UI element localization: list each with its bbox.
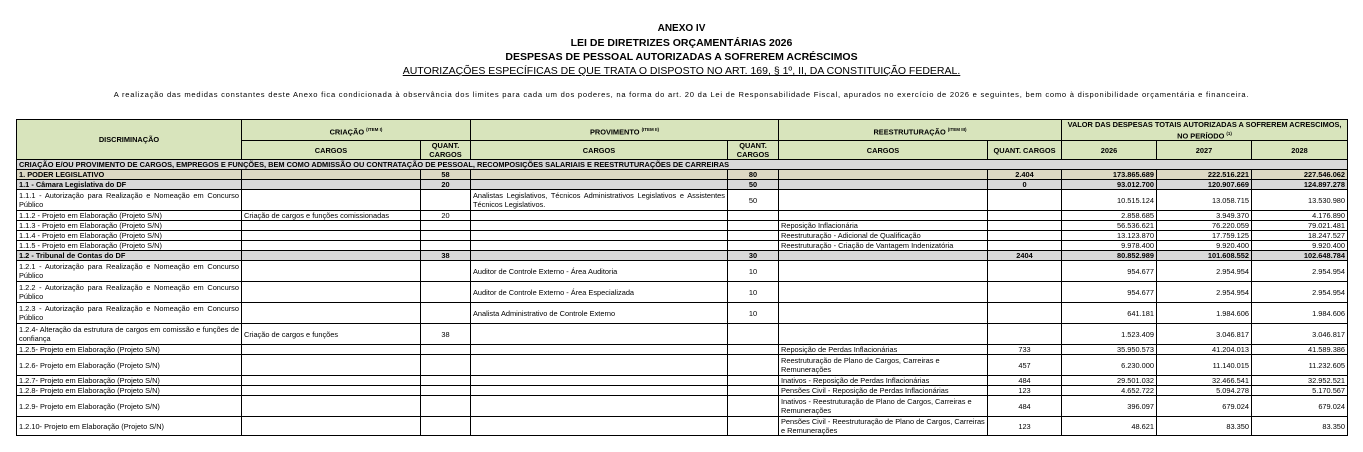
- cell-cq: [421, 345, 471, 355]
- cell-disc: 1.2.5- Projeto em Elaboração (Projeto S/N): [17, 345, 242, 355]
- cell-disc: 1.1.5 - Projeto em Elaboração (Projeto S/N): [17, 241, 242, 251]
- cell-cq: [421, 417, 471, 436]
- cell-cq: [421, 221, 471, 231]
- cell-pq: [728, 221, 779, 231]
- col-provimento-sup: (ITEM II): [641, 126, 660, 132]
- cell-disc: 1.2.9- Projeto em Elaboração (Projeto S/N): [17, 396, 242, 417]
- cell-cc: [242, 180, 421, 190]
- cell-pc: [471, 231, 728, 241]
- cell-v26: 2.858.685: [1062, 211, 1157, 221]
- cell-rq: [988, 221, 1062, 231]
- col-criacao-quant: QUANT. CARGOS: [421, 141, 471, 160]
- cell-rc: [779, 251, 988, 261]
- table-row: [17, 355, 1348, 376]
- table-row: [17, 221, 1348, 231]
- band-row: CRIAÇÃO E/OU PROVIMENTO DE CARGOS, EMPREGOS E FUNÇÕES, BEM COMO ADMISSÃO OU CONTRATAÇÃO DE PESSOAL, RECOMPOSIÇÕES SALARIAIS E REESTRUTURAÇÕES DE CARREIRAS: [17, 160, 1348, 170]
- cell-cq: [421, 231, 471, 241]
- col-criacao-sup: (ITEM I): [366, 126, 383, 132]
- col-reestruturacao-label: REESTRUTURAÇÃO: [873, 126, 946, 136]
- cell-pc: [471, 376, 728, 386]
- cell-v27: 32.466.541: [1157, 376, 1252, 386]
- cell-pc: Auditor de Controle Externo - Área Auditoria: [471, 261, 728, 282]
- cell-v26: 80.852.989: [1062, 251, 1157, 261]
- cell-v26: 13.123.870: [1062, 231, 1157, 241]
- cell-pc: [471, 396, 728, 417]
- cell-v27: 17.759.125: [1157, 231, 1252, 241]
- cell-v26: 173.865.689: [1062, 170, 1157, 180]
- cell-rq: 123: [988, 417, 1062, 436]
- cell-rc: Reestruturação - Criação de Vantagem Indenizatória: [779, 241, 988, 251]
- cell-rc: [779, 303, 988, 324]
- cell-v28: 124.897.278: [1252, 180, 1348, 190]
- cell-v28: 2.954.954: [1252, 282, 1348, 303]
- table-row: [17, 251, 1348, 261]
- cell-disc: 1.2.7- Projeto em Elaboração (Projeto S/N): [17, 376, 242, 386]
- annex-title: ANEXO IV: [657, 23, 706, 34]
- cell-v27: 3.046.817: [1157, 324, 1252, 345]
- col-criacao-label: CRIAÇÃO: [329, 126, 365, 136]
- cell-rc: Inativos - Reposição de Perdas Inflacionárias: [779, 376, 988, 386]
- cell-v27: 120.907.669: [1157, 180, 1252, 190]
- cell-rc: Reposição Inflacionária: [779, 221, 988, 231]
- cell-v28: 1.984.606: [1252, 303, 1348, 324]
- cell-cc: [242, 417, 421, 436]
- cell-pc: [471, 170, 728, 180]
- cell-cq: [421, 376, 471, 386]
- table-row: [17, 261, 1348, 282]
- table-row: [17, 241, 1348, 251]
- col-2027: 2027: [1157, 141, 1252, 160]
- table-row: [17, 170, 1348, 180]
- cell-pq: [728, 241, 779, 251]
- cell-v26: 10.515.124: [1062, 190, 1157, 211]
- cell-rq: 2404: [988, 251, 1062, 261]
- cell-disc: 1.1.1 - Autorização para Realização e Nomeação em Concurso Público: [17, 190, 242, 211]
- cell-pq: 10: [728, 261, 779, 282]
- cell-rq: 123: [988, 386, 1062, 396]
- cell-v26: 954.677: [1062, 261, 1157, 282]
- cell-pc: [471, 211, 728, 221]
- cell-cc: [242, 221, 421, 231]
- cell-v27: 83.350: [1157, 417, 1252, 436]
- cell-v28: 4.176.890: [1252, 211, 1348, 221]
- table-row: [17, 376, 1348, 386]
- cell-v27: 76.220.059: [1157, 221, 1252, 231]
- cell-v28: 79.021.481: [1252, 221, 1348, 231]
- cell-pq: [728, 345, 779, 355]
- cell-cq: 20: [421, 211, 471, 221]
- cell-cc: [242, 355, 421, 376]
- table-row: [17, 190, 1348, 211]
- col-2026: 2026: [1062, 141, 1157, 160]
- table-row: [17, 211, 1348, 221]
- cell-pc: [471, 417, 728, 436]
- cell-pq: [728, 324, 779, 345]
- table-row: [17, 282, 1348, 303]
- col-reestruturacao-cargos: CARGOS: [779, 141, 988, 160]
- col-2028: 2028: [1252, 141, 1348, 160]
- col-criacao: [242, 120, 471, 141]
- cell-rq: [988, 231, 1062, 241]
- cell-v28: 3.046.817: [1252, 324, 1348, 345]
- cell-v28: 5.170.567: [1252, 386, 1348, 396]
- cell-rq: [988, 324, 1062, 345]
- cell-v26: 35.950.573: [1062, 345, 1157, 355]
- cell-cc: [242, 251, 421, 261]
- cell-rq: [988, 282, 1062, 303]
- cell-pc: [471, 241, 728, 251]
- cell-v26: 9.978.400: [1062, 241, 1157, 251]
- table-row: [17, 396, 1348, 417]
- cell-pc: [471, 180, 728, 190]
- expenses-table: [16, 119, 1348, 436]
- cell-cq: [421, 386, 471, 396]
- cell-cq: [421, 355, 471, 376]
- table-row: [17, 231, 1348, 241]
- cell-v26: 56.536.621: [1062, 221, 1157, 231]
- cell-rc: [779, 261, 988, 282]
- cell-disc: 1.2.2 - Autorização para Realização e Nomeação em Concurso Público: [17, 282, 242, 303]
- cell-cc: Criação de cargos e funções: [242, 324, 421, 345]
- cell-cq: [421, 396, 471, 417]
- cell-v28: 102.648.784: [1252, 251, 1348, 261]
- cell-pq: 50: [728, 180, 779, 190]
- cell-rq: 457: [988, 355, 1062, 376]
- col-valor: [1062, 120, 1348, 141]
- cell-cq: [421, 190, 471, 211]
- cell-v28: 41.589.386: [1252, 345, 1348, 355]
- cell-v28: 18.247.527: [1252, 231, 1348, 241]
- cell-v27: 41.204.013: [1157, 345, 1252, 355]
- cell-disc: 1.1.3 - Projeto em Elaboração (Projeto S/N): [17, 221, 242, 231]
- cell-disc: 1.1.4 - Projeto em Elaboração (Projeto S/N): [17, 231, 242, 241]
- cell-v27: 3.949.370: [1157, 211, 1252, 221]
- cell-pc: [471, 221, 728, 231]
- table-row: [17, 324, 1348, 345]
- table-row: [17, 180, 1348, 190]
- cell-cc: [242, 282, 421, 303]
- cell-rq: 0: [988, 180, 1062, 190]
- cell-rc: Reestruturação de Plano de Cargos, Carreiras e Remunerações: [779, 355, 988, 376]
- col-reestruturacao-quant: QUANT. CARGOS: [988, 141, 1062, 160]
- cell-pq: [728, 386, 779, 396]
- cell-pq: 10: [728, 282, 779, 303]
- cell-v26: 641.181: [1062, 303, 1157, 324]
- cell-pq: 30: [728, 251, 779, 261]
- cell-rc: Reestruturação - Adicional de Qualificação: [779, 231, 988, 241]
- col-provimento: [471, 120, 779, 141]
- cell-rc: [779, 190, 988, 211]
- cell-pc: [471, 251, 728, 261]
- cell-rc: [779, 180, 988, 190]
- cell-v28: 679.024: [1252, 396, 1348, 417]
- cell-rq: [988, 211, 1062, 221]
- cell-v26: 4.652.722: [1062, 386, 1157, 396]
- cell-v27: 679.024: [1157, 396, 1252, 417]
- cell-cq: 38: [421, 324, 471, 345]
- cell-pq: 10: [728, 303, 779, 324]
- cell-v26: 93.012.700: [1062, 180, 1157, 190]
- cell-rq: [988, 261, 1062, 282]
- cell-v28: 227.546.062: [1252, 170, 1348, 180]
- cell-cc: [242, 241, 421, 251]
- col-reestruturacao: [779, 120, 1062, 141]
- cell-pq: [728, 355, 779, 376]
- cell-disc: 1. PODER LEGISLATIVO: [17, 170, 242, 180]
- cell-cq: 20: [421, 180, 471, 190]
- cell-rc: [779, 170, 988, 180]
- table-row: [17, 386, 1348, 396]
- cell-v28: 11.232.605: [1252, 355, 1348, 376]
- cell-pc: Analistas Legislativos, Técnicos Administrativos Legislativos e Assistentes Técnicos Legislativos.: [471, 190, 728, 211]
- cell-rc: Inativos - Reestruturação de Plano de Cargos, Carreiras e Remunerações: [779, 396, 988, 417]
- cell-disc: 1.2 - Tribunal de Contas do DF: [17, 251, 242, 261]
- cell-pq: [728, 396, 779, 417]
- cell-v27: 101.608.552: [1157, 251, 1252, 261]
- authorization-title: AUTORIZAÇÕES ESPECÍFICAS DE QUE TRATA O DISPOSTO NO ART. 169, § 1º, II, DA CONSTITUIÇÃO FEDERAL.: [402, 65, 961, 77]
- cell-v27: 13.058.715: [1157, 190, 1252, 211]
- cell-disc: 1.2.8- Projeto em Elaboração (Projeto S/N): [17, 386, 242, 396]
- intro-text: A realização das medidas constantes deste Anexo fica condicionada à observância dos limites para cada um dos poderes, na forma do art. 20 da Lei de Responsabilidade Fiscal, apurados no exercício de 2026 e seguintes, bem como à disponibilidade orçamentária e financeira.: [113, 90, 1250, 99]
- cell-rq: 484: [988, 376, 1062, 386]
- cell-cq: [421, 241, 471, 251]
- col-discriminacao: DISCRIMINAÇÃO: [17, 120, 242, 160]
- cell-v27: 222.516.221: [1157, 170, 1252, 180]
- cell-pq: 50: [728, 190, 779, 211]
- cell-v28: 13.530.980: [1252, 190, 1348, 211]
- cell-v27: 2.954.954: [1157, 261, 1252, 282]
- cell-disc: 1.1 - Câmara Legislativa do DF: [17, 180, 242, 190]
- cell-v28: 2.954.954: [1252, 261, 1348, 282]
- cell-v27: 1.984.606: [1157, 303, 1252, 324]
- cell-rc: [779, 324, 988, 345]
- cell-disc: 1.2.6- Projeto em Elaboração (Projeto S/N): [17, 355, 242, 376]
- col-provimento-cargos: CARGOS: [471, 141, 728, 160]
- cell-pq: [728, 211, 779, 221]
- cell-v27: 9.920.400: [1157, 241, 1252, 251]
- cell-v26: 48.621: [1062, 417, 1157, 436]
- cell-v28: 9.920.400: [1252, 241, 1348, 251]
- cell-cc: [242, 376, 421, 386]
- cell-disc: 1.2.3 - Autorização para Realização e Nomeação em Concurso Público: [17, 303, 242, 324]
- cell-rq: 484: [988, 396, 1062, 417]
- cell-v27: 2.954.954: [1157, 282, 1252, 303]
- cell-pc: [471, 324, 728, 345]
- cell-cc: [242, 303, 421, 324]
- cell-v26: 954.677: [1062, 282, 1157, 303]
- cell-v26: 396.097: [1062, 396, 1157, 417]
- cell-cq: 58: [421, 170, 471, 180]
- col-provimento-label: PROVIMENTO: [589, 126, 640, 136]
- subtitle: DESPESAS DE PESSOAL AUTORIZADAS A SOFREREM ACRÉSCIMOS: [505, 51, 858, 63]
- cell-pq: [728, 231, 779, 241]
- cell-v28: 32.952.521: [1252, 376, 1348, 386]
- document-header: [0, 22, 1363, 78]
- cell-cc: [242, 170, 421, 180]
- cell-cq: [421, 282, 471, 303]
- cell-pc: [471, 355, 728, 376]
- cell-disc: 1.1.2 - Projeto em Elaboração (Projeto S/N): [17, 211, 242, 221]
- col-valor-label: VALOR DAS DESPESAS TOTAIS AUTORIZADAS A SOFREREM ACRESCIMOS, NO PERÍODO: [1067, 120, 1342, 141]
- table-row: [17, 303, 1348, 324]
- cell-disc: 1.2.1 - Autorização para Realização e Nomeação em Concurso Público: [17, 261, 242, 282]
- cell-cq: [421, 303, 471, 324]
- table-row: [17, 417, 1348, 436]
- cell-cc: [242, 261, 421, 282]
- cell-rc: [779, 211, 988, 221]
- cell-v27: 11.140.015: [1157, 355, 1252, 376]
- cell-rq: [988, 241, 1062, 251]
- cell-pq: [728, 417, 779, 436]
- law-title: LEI DE DIRETRIZES ORÇAMENTÁRIAS 2026: [570, 37, 793, 49]
- cell-rc: [779, 282, 988, 303]
- cell-cc: Criação de cargos e funções comissionadas: [242, 211, 421, 221]
- col-criacao-cargos: CARGOS: [242, 141, 421, 160]
- cell-v26: 29.501.032: [1062, 376, 1157, 386]
- cell-rc: Reposição de Perdas Inflacionárias: [779, 345, 988, 355]
- cell-pc: Auditor de Controle Externo - Área Especializada: [471, 282, 728, 303]
- cell-cc: [242, 190, 421, 211]
- col-reestruturacao-sup: (ITEM III): [947, 126, 967, 132]
- cell-rq: [988, 303, 1062, 324]
- table-body: [17, 160, 1348, 436]
- table-row: [17, 345, 1348, 355]
- cell-rq: [988, 190, 1062, 211]
- cell-cc: [242, 231, 421, 241]
- cell-pc: Analista Administrativo de Controle Externo: [471, 303, 728, 324]
- cell-pq: 80: [728, 170, 779, 180]
- cell-cc: [242, 345, 421, 355]
- cell-pc: [471, 345, 728, 355]
- cell-rc: Pensões Civil - Reestruturação de Plano de Cargos, Carreiras e Remunerações: [779, 417, 988, 436]
- col-provimento-quant: QUANT. CARGOS: [728, 141, 779, 160]
- cell-cq: [421, 261, 471, 282]
- col-valor-sup: (1): [1226, 131, 1232, 136]
- cell-pc: [471, 386, 728, 396]
- cell-v26: 1.523.409: [1062, 324, 1157, 345]
- cell-v26: 6.230.000: [1062, 355, 1157, 376]
- cell-v27: 5.094.278: [1157, 386, 1252, 396]
- cell-cc: [242, 386, 421, 396]
- cell-cc: [242, 396, 421, 417]
- cell-disc: 1.2.4- Alteração da estrutura de cargos em comissão e funções de confiança: [17, 324, 242, 345]
- cell-rq: 733: [988, 345, 1062, 355]
- cell-cq: 38: [421, 251, 471, 261]
- cell-pq: [728, 376, 779, 386]
- cell-v28: 83.350: [1252, 417, 1348, 436]
- cell-rc: Pensões Civil - Reposição de Perdas Inflacionárias: [779, 386, 988, 396]
- cell-rq: 2.404: [988, 170, 1062, 180]
- cell-disc: 1.2.10- Projeto em Elaboração (Projeto S/N): [17, 417, 242, 436]
